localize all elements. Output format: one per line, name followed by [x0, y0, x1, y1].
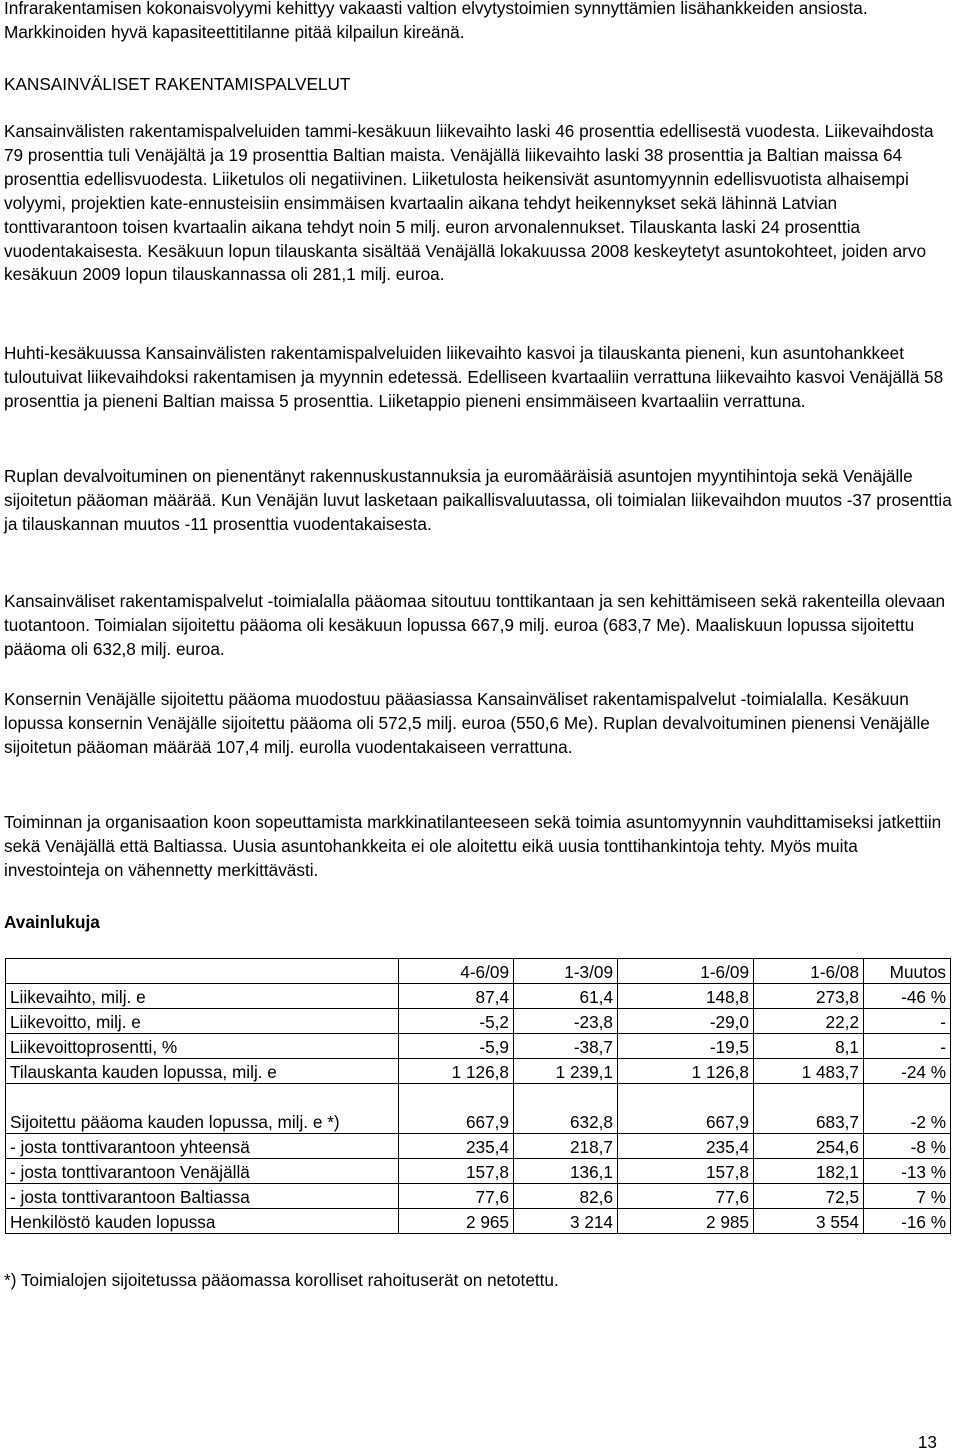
key-figures-table — [5, 958, 951, 1234]
column-header: 1-6/09 — [618, 959, 754, 984]
table-cell: 77,6 — [399, 1184, 514, 1209]
table-cell: 61,4 — [514, 984, 618, 1009]
table-cell: -19,5 — [618, 1034, 754, 1059]
table-row — [6, 1159, 951, 1184]
table-row — [6, 984, 951, 1009]
table-cell: -38,7 — [514, 1034, 618, 1059]
row-label: Liikevoitto, milj. e — [6, 1009, 399, 1034]
table-cell: 82,6 — [514, 1184, 618, 1209]
body-paragraph-2: Huhti-kesäkuussa Kansainvälisten rakentamispalveluiden liikevaihto kasvoi ja tilauskanta pieneni, kun asuntohankkeet tuloutuivat liikevaihdoksi rakentamisen ja myynnin edetessä. Edelliseen kvartaaliin verrattuna liikevaihto kasvoi Venäjällä 58 prosenttia ja pieneni Baltian maissa 5 prosenttia. Liiketappio pieneni ensimmäiseen kvartaaliin verrattuna. — [4, 343, 944, 411]
row-label: - josta tonttivarantoon Baltiassa — [6, 1184, 399, 1209]
table-cell: 632,8 — [514, 1084, 618, 1134]
table-cell: 3 554 — [754, 1209, 864, 1234]
column-header: 1-3/09 — [514, 959, 618, 984]
table-cell: 1 483,7 — [754, 1059, 864, 1084]
table-cell: 8,1 — [754, 1034, 864, 1059]
table-cell: 218,7 — [514, 1134, 618, 1159]
table-cell: -8 % — [864, 1134, 951, 1159]
table-cell: -23,8 — [514, 1009, 618, 1034]
row-label: Henkilöstö kauden lopussa — [6, 1209, 399, 1234]
header-cell-blank — [6, 959, 399, 984]
table-row — [6, 1134, 951, 1159]
table-cell: 2 985 — [618, 1209, 754, 1234]
table-cell: - — [864, 1034, 951, 1059]
table-cell: -46 % — [864, 984, 951, 1009]
table-row — [6, 1059, 951, 1084]
table-cell: 182,1 — [754, 1159, 864, 1184]
page-number: 13 — [917, 1432, 937, 1452]
table-cell: 3 214 — [514, 1209, 618, 1234]
body-paragraph-6: Toiminnan ja organisaation koon sopeuttamista markkinatilanteeseen sekä toimia asuntomyynnin vauhdittamiseksi jatkettiin sekä Venäjällä että Baltiassa. Uusia asuntohankkeita ei ole aloitettu eikä uusia tonttihankintoja tehty. Myös muita investointeja on vähennetty merkittävästi. — [4, 812, 942, 880]
row-label: Liikevoittoprosentti, % — [6, 1034, 399, 1059]
table-heading: Avainlukuja — [4, 912, 100, 932]
table-cell: 1 239,1 — [514, 1059, 618, 1084]
body-paragraph-4: Kansainväliset rakentamispalvelut -toimialalla pääomaa sitoutuu tonttikantaan ja sen kehittämiseen sekä rakenteilla olevaan tuotantoon. Toimialan sijoitettu pääoma oli kesäkuun lopussa 667,9 milj. euroa (683,7 Me). Maaliskuun lopussa sijoitettu pääoma oli 632,8 milj. euroa. — [4, 591, 946, 659]
table-cell: 254,6 — [754, 1134, 864, 1159]
table-cell: 7 % — [864, 1184, 951, 1209]
intro-paragraph: Infrarakentamisen kokonaisvolyymi kehittyy vakaasti valtion elvytystoimien synnyttämien lisähankkeiden ansiosta. Markkinoiden hyvä kapasiteettitilanne pitää kilpailun kireänä. — [4, 0, 868, 42]
body-paragraph-5: Konsernin Venäjälle sijoitettu pääoma muodostuu pääasiassa Kansainväliset rakentamispalvelut -toimialalla. Kesäkuun lopussa konsernin Venäjälle sijoitettu pääoma oli 572,5 milj. euroa (550,6 Me). Ruplan devalvoituminen pienensi Venäjälle sijoitetun pääoman määrää 107,4 milj. eurolla vuodentakaiseen verrattuna. — [4, 689, 930, 757]
table-cell: 1 126,8 — [399, 1059, 514, 1084]
table-cell: -5,9 — [399, 1034, 514, 1059]
section-heading: KANSAINVÄLISET RAKENTAMISPALVELUT — [4, 74, 351, 94]
column-header: 1-6/08 — [754, 959, 864, 984]
table-cell: 667,9 — [399, 1084, 514, 1134]
table-row — [6, 1084, 951, 1134]
table-row — [6, 1009, 951, 1034]
column-header: 4-6/09 — [399, 959, 514, 984]
table-cell: 157,8 — [399, 1159, 514, 1184]
table-cell: -24 % — [864, 1059, 951, 1084]
row-label: Liikevaihto, milj. e — [6, 984, 399, 1009]
row-label: - josta tonttivarantoon Venäjällä — [6, 1159, 399, 1184]
column-header: Muutos — [864, 959, 951, 984]
table-cell: 136,1 — [514, 1159, 618, 1184]
footnote: *) Toimialojen sijoitetussa pääomassa korolliset rahoituserät on netotettu. — [4, 1270, 559, 1290]
table-cell: 273,8 — [754, 984, 864, 1009]
table-cell: 235,4 — [399, 1134, 514, 1159]
table-cell: 683,7 — [754, 1084, 864, 1134]
table-cell: 1 126,8 — [618, 1059, 754, 1084]
table-cell: 77,6 — [618, 1184, 754, 1209]
table-cell: - — [864, 1009, 951, 1034]
table-cell: 22,2 — [754, 1009, 864, 1034]
table-cell: 87,4 — [399, 984, 514, 1009]
table-row — [6, 1184, 951, 1209]
table-cell: 667,9 — [618, 1084, 754, 1134]
table-cell: -16 % — [864, 1209, 951, 1234]
table-cell: 157,8 — [618, 1159, 754, 1184]
table-cell: -29,0 — [618, 1009, 754, 1034]
table-header-row — [6, 959, 951, 984]
table-row — [6, 1209, 951, 1234]
body-paragraph-1: Kansainvälisten rakentamispalveluiden tammi-kesäkuun liikevaihto laski 46 prosenttia edellisestä vuodesta. Liikevaihdosta 79 prosenttia tuli Venäjältä ja 19 prosenttia Baltian maista. Venäjällä liikevaihto laski 38 prosenttia ja Baltian maissa 64 prosenttia edellisvuodesta. Liiketulos oli negatiivinen. Liiketulosta heikensivät asuntomyynnin edellisvuotista alhaisempi volyymi, projektien kate-ennusteisiin ensimmäisen kvartaalin aikana tehdyt heikennykset sekä lähinnä Latvian tonttivarantoon toisen kvartaalin aikana tehdyt noin 5 milj. euron arvonalennukset. Tilauskanta laski 24 prosenttia vuodentakaisesta. Kesäkuun lopun tilauskanta sisältää Venäjällä lokakuussa 2008 keskeytetyt asuntokohteet, joiden arvo kesäkuun 2009 lopun tilauskannassa oli 281,1 milj. euroa. — [4, 121, 934, 285]
table-cell: 148,8 — [618, 984, 754, 1009]
table-cell: -13 % — [864, 1159, 951, 1184]
table-cell: 2 965 — [399, 1209, 514, 1234]
table-cell: 235,4 — [618, 1134, 754, 1159]
table-row — [6, 1034, 951, 1059]
row-label: Sijoitettu pääoma kauden lopussa, milj. e *) — [6, 1084, 399, 1134]
table-cell: -2 % — [864, 1084, 951, 1134]
body-paragraph-3: Ruplan devalvoituminen on pienentänyt rakennuskustannuksia ja euromääräisiä asuntojen myyntihintoja sekä Venäjälle sijoitetun pääoman määrää. Kun Venäjän luvut lasketaan paikallisvaluutassa, oli toimialan liikevaihdon muutos -37 prosenttia ja tilauskannan muutos -11 prosenttia vuodentakaisesta. — [4, 466, 952, 534]
table-cell: 72,5 — [754, 1184, 864, 1209]
table-cell: -5,2 — [399, 1009, 514, 1034]
row-label: - josta tonttivarantoon yhteensä — [6, 1134, 399, 1159]
row-label: Tilauskanta kauden lopussa, milj. e — [6, 1059, 399, 1084]
